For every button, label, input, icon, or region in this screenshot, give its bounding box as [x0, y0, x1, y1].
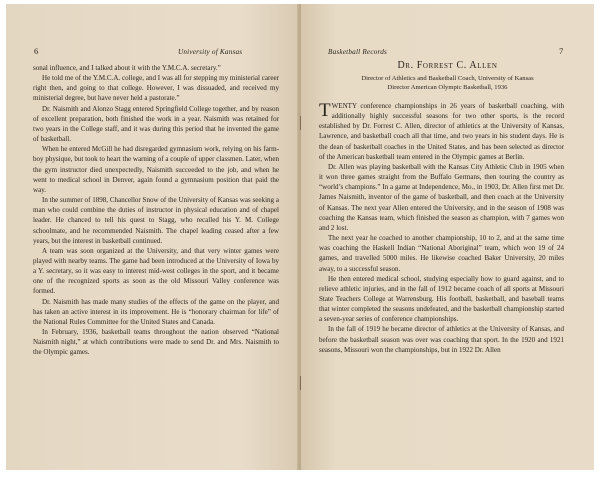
left-paragraph: In February, 1936, basketball teams throughout the nation observed “National Naismith night,” at which contributions were made to send Dr. and Mrs. Naismith to the Olympic games. — [33, 328, 279, 357]
right-paragraph: In the fall of 1919 he became director of athletics at the University of Kansas, and before the basketball season was over was coaching that sport. In the 1920 and 1921 seasons, Missouri won the championships, but in 1922 Dr. Allen — [319, 325, 564, 354]
right-running-head: Basketball Records — [328, 48, 388, 56]
left-paragraph: When he entered McGill he had disregarded gymnasium work, relying on his farm-boy physique, but took to heart the warning of a couple of upper classmen. Later, when the gym instructor died unexpectedly, Naismith succeeded to the job, and when he went to medical school in Denver, again found a gymnasium position that paid the way. — [33, 145, 279, 194]
left-body-text — [33, 63, 279, 358]
article-title: Dr. Forrest C. Allen — [397, 60, 498, 71]
first-paragraph-text: WENTY conference championships in 26 years of basketball coaching, with additionally highly successful seasons for two other sports, is the record established by Dr. Forrest C. Allen, director of athletics at the University of Kansas, Lawrence, and basketball coach all that time, and two years in his student days. He is the dean of basketball coaches in the United States, and has been selected as director of the American basketball team entered in the Olympic games at Berlin. — [319, 102, 564, 161]
right-paragraph: He then entered medical school, studying especially how to guard against, and to relieve athletic injuries, and in the fall of 1912 became coach of all sports at Missouri State Teachers College at Warrensburg. His football, basketball, and baseball teams that winter completed the seasons undefeated, and the basketball championship started a seven-year series of conference championships. — [319, 274, 564, 324]
left-paragraph: sonal influence, and I talked about it with the Y.M.C.A. secretary.” — [33, 64, 221, 72]
right-paragraph — [319, 101, 564, 162]
right-paragraph: The next year he coached to another championship, 10 to 2, and at the same time was coaching the Haskell Indian “National Aboriginal” team, which won 19 of 24 games, and travelled 5000 miles. He likewise coached Baker University, 20 miles away, to a successful season. — [319, 234, 564, 273]
left-paragraph: A team was soon organized at the University, and that very winter games were played with nearby teams. The game had been introduced at the University of Iowa by a Y. secretary, so it was easy to interest mid-west colleges in the sport, and it became one of the recognized sports as soon as the old Missouri Valley conference was formed. — [33, 246, 279, 296]
left-paragraph: Dr. Naismith and Alonzo Stagg entered Springfield College together, and by reason of excellent preparation, both finished the work in a year. Naismith was retained for two years in the College staff, and it was during this period that he invented the game of basketball. — [33, 104, 279, 144]
drop-cap: T — [319, 100, 331, 121]
left-page-number: 6 — [34, 46, 39, 56]
left-paragraph: Dr. Naismith has made many studies of the effects of the game on the player, and has taken an active interest in its improvement. He is “honorary chairman for life” of the National Rules Committee for the United States and Canada. — [33, 297, 279, 326]
right-paragraph: Dr. Allen was playing basketball with the Kansas City Athletic Club in 1905 when it won three games straight from the Buffalo Germans, then touring the country as “world’s champions.” In a game at Independence, Mo., in 1903, Dr. Allen first met Dr. James Naismith, inventor of the game of basketball, and then coach at the University of Kansas. The next year Allen entered the University, and in the season of 1908 was coaching the Kansas team, which finished the season as champion, with 7 games won and 2 lost. — [319, 162, 564, 232]
article-subtitle: Director of Athletics and Basketball Coach, University of Kansas — [361, 75, 534, 82]
left-page — [6, 4, 299, 470]
left-running-head: University of Kansas — [178, 48, 243, 56]
left-paragraph: He told me of the Y.M.C.A. college, and I was all for stepping my ministerial career right then, and going to that college. However, I was dissuaded, and received my ministerial degree, but have never held a pastorate.” — [33, 74, 279, 103]
right-page-number: 7 — [559, 46, 564, 56]
right-page — [301, 4, 594, 470]
article-subtitle: Director American Olympic Basketball, 1936 — [387, 84, 508, 91]
left-paragraph: In the summer of 1898, Chancellor Snow of the University of Kansas was seeking a man who could combine the duties of instructor in physical education and of chapel leader. He chanced to tell his quest to Stagg, who recalled his Y. M. College schoolmate, and he recommended Naismith. The chapel leading ceased after a few years, but the interest in basketball continued. — [33, 196, 279, 245]
booklet-spread — [6, 4, 594, 470]
right-body-text — [319, 101, 564, 355]
